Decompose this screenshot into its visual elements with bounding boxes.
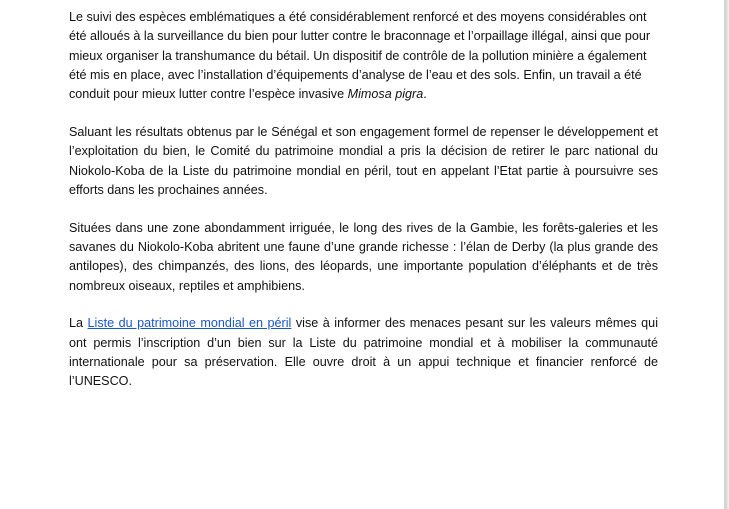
paragraph-committee-decision [69,123,658,200]
paragraph-3-text: Situées dans une zone abondamment irriguée, le long des rives de la Gambie, les forêts-galeries et les savanes du Niokolo-Koba abritent une faune d’une grande richesse : l’élan de Derby (la plus grande des antilopes), des chimpanzés, des lions, des léopards, une importante population d’éléphants et de très nombreux oiseaux, reptiles et amphibiens. [69,220,658,293]
danger-list-link[interactable]: Liste du patrimoine mondial en péril [87,316,292,331]
paragraph-1-end: . [423,87,427,102]
paragraph-4-start: La [69,316,88,331]
paragraph-danger-list-info [69,314,658,391]
paragraph-1-text: Le suivi des espèces emblématiques a été considérablement renforcé et des moyens considérables ont été alloués à la surveillance du bien pour lutter contre le braconnage et l’orpaillage illégal, ainsi que pour mieux organiser la transhumance du bétail. Un dispositif de contrôle de la pollution minière a également été mis en place, avec l’installation d’équipements d’analyse de l’eau et des sols. Enfin, un travail a été conduit pour mieux lutter contre l’espèce invasive [69,10,651,102]
paragraph-species-monitoring [69,8,658,104]
page-edge-shadow [725,0,729,509]
species-name-italic: Mimosa pigra [347,87,424,102]
paragraph-2-text: Saluant les résultats obtenus par le Sénégal et son engagement formel de repenser le développement et l’exploitation du bien, le Comité du patrimoine mondial a pris la décision de retirer le parc national du Niokolo-Koba de la Liste du patrimoine mondial en péril, tout en appelant l’Etat partie à poursuivre ses efforts dans les prochaines années. [69,124,658,197]
paragraph-4-text: vise à informer des menaces pesant sur les valeurs mêmes qui ont permis l’inscription d’un bien sur la Liste du patrimoine mondial et à mobiliser la communauté internationale pour sa préservation. Elle ouvre droit à un appui technique et financier renforcé de l’UNESCO. [69,316,658,389]
paragraph-fauna-description [69,219,658,296]
document-body [69,8,658,410]
